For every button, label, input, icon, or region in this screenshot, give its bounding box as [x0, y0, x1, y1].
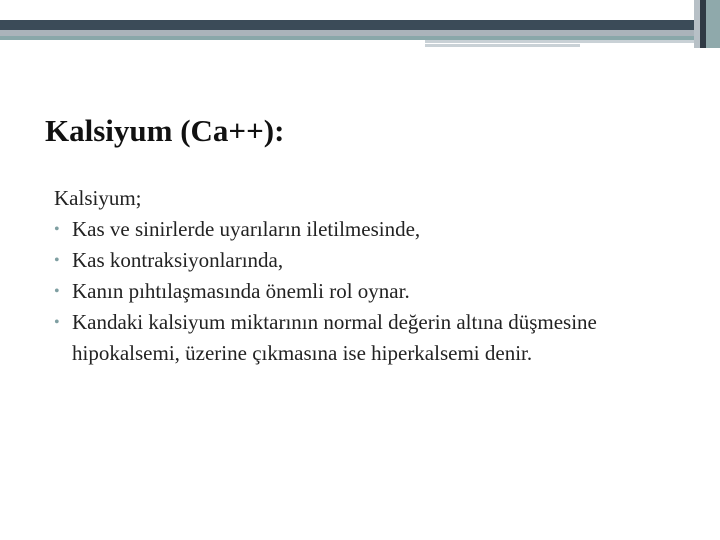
slide-title: Kalsiyum (Ca++):: [45, 113, 285, 148]
bullet-icon: •: [54, 221, 60, 238]
list-item-text: Kandaki kalsiyum miktarının normal değerin altına düşmesine hipokalsemi, üzerine çıkmasına ise hiperkalsemi denir.: [72, 310, 597, 365]
header-accent-line: [425, 40, 700, 43]
list-item: [54, 214, 694, 245]
intro-text: Kalsiyum;: [54, 186, 142, 210]
list-item-text: Kanın pıhtılaşmasında önemli rol oynar.: [72, 279, 410, 303]
header-accent-line-short: [425, 44, 580, 47]
header-band-dark: [0, 20, 700, 30]
bullet-list: [54, 214, 694, 369]
list-item-text: Kas kontraksiyonlarında,: [72, 248, 284, 272]
header-edge-teal: [706, 0, 720, 48]
list-item: [54, 307, 694, 369]
bullet-icon: •: [54, 283, 60, 300]
bullet-icon: •: [54, 314, 60, 331]
list-item: [54, 245, 694, 276]
slide-body: [54, 183, 694, 369]
list-item: [54, 276, 694, 307]
list-item-text: Kas ve sinirlerde uyarıların iletilmesinde,: [72, 217, 421, 241]
bullet-icon: •: [54, 252, 60, 269]
